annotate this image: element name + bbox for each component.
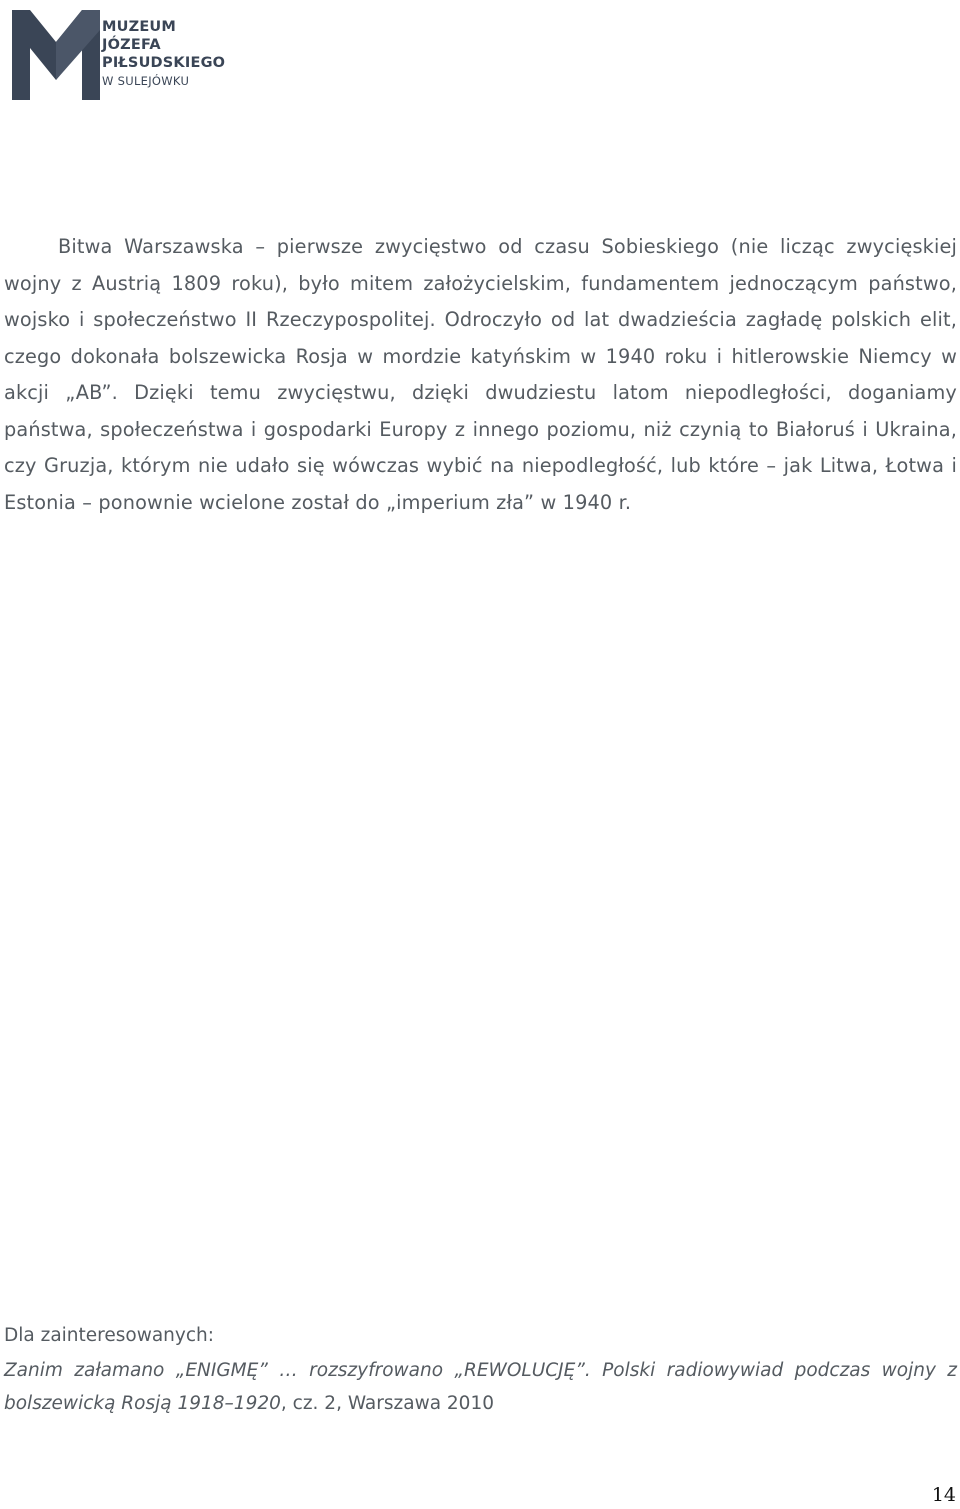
museum-logo xyxy=(12,8,232,102)
main-paragraph: Bitwa Warszawska – pierwsze zwycięstwo od czasu Sobieskiego (nie licząc zwycięskiej wojny z Austrią 1809 roku), było mitem założycielskim, fundamentem jednoczącym państwo, wojsko i społeczeństwo II Rzeczypospolitej. Odroczyło od lat dwadzieścia zagładę polskich elit, czego dokonała bolszewicka Rosja w mordzie katyńskim w 1940 roku i hitlerowskie Niemcy w akcji „AB”. Dzięki temu zwycięstwu, dzięki dwudziestu latom niepodległości, doganiamy państwa, społeczeństwa i gospodarki Europy z innego poziomu, niż czynią to Białoruś i Ukraina, czy Gruzja, którym nie udało się wówczas wybić na niepodległość, lub które – jak Litwa, Łotwa i Estonia – ponownie wcielone został do „imperium zła” w 1940 r. xyxy=(4,235,957,514)
page-number: 14 xyxy=(931,1484,956,1506)
reference-heading: Dla zainteresowanych: xyxy=(4,1325,214,1346)
logo-line-2: JÓZEFA xyxy=(102,37,161,53)
logo-text xyxy=(102,18,225,90)
reference-citation xyxy=(4,1354,957,1420)
logo-line-4: W SULEJÓWKU xyxy=(102,74,190,88)
reference-details: , cz. 2, Warszawa 2010 xyxy=(280,1393,494,1414)
logo-line-1: MUZEUM xyxy=(102,19,177,35)
logo-m-mark-icon xyxy=(12,8,100,102)
logo-line-3: PIŁSUDSKIEGO xyxy=(102,55,226,71)
reference-title: Zanim załamano „ENIGMĘ” … rozszyfrowano „REWOLUCJĘ”. Polski radiowywiad podczas wojny z bolszewicką Rosją 1918–1920 xyxy=(4,1360,957,1414)
